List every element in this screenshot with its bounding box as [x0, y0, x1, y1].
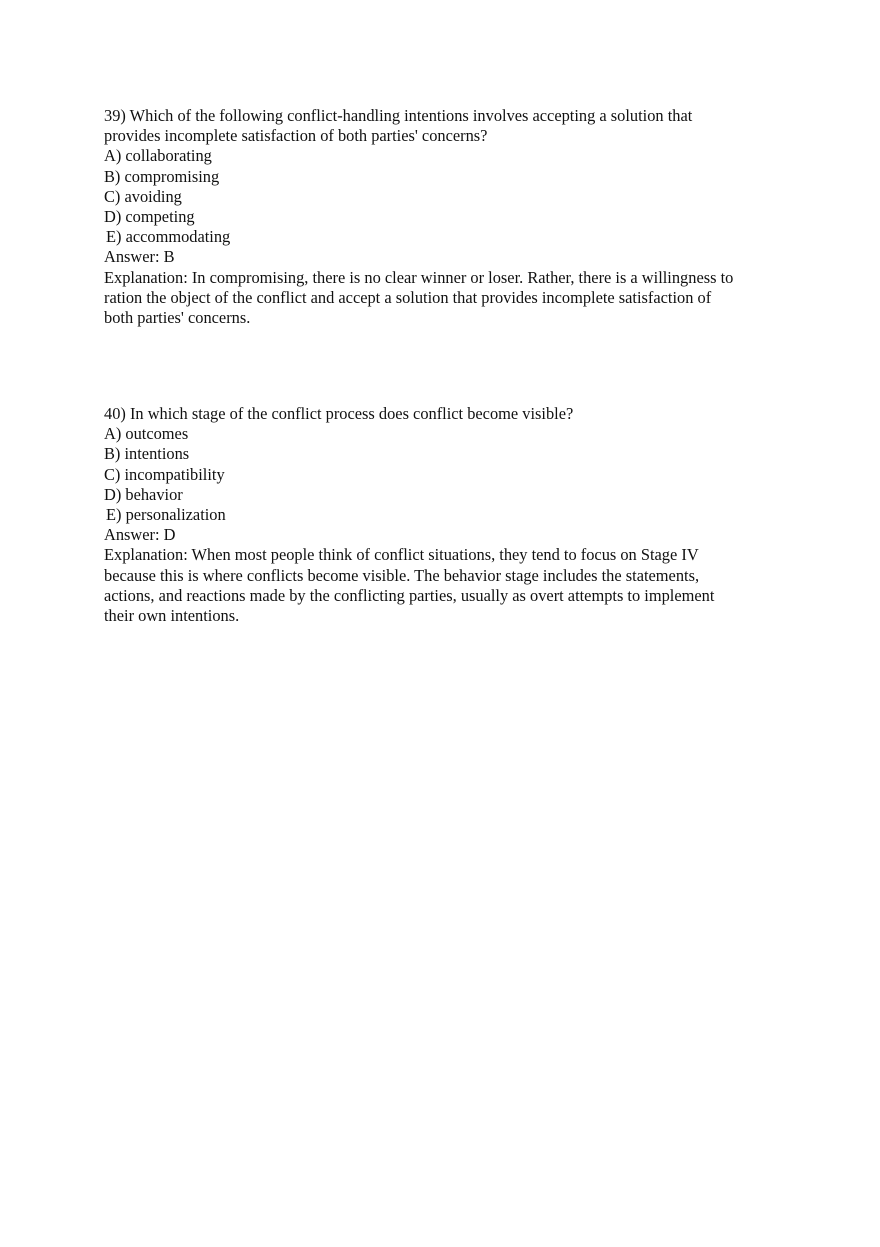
explanation-line: ration the object of the conflict and accept a solution that provides incomplete satisfaction of: [104, 287, 712, 307]
explanation-line: actions, and reactions made by the conflicting parties, usually as overt attempts to implement: [104, 585, 715, 605]
question-stem-line: 39) Which of the following conflict-handling intentions involves accepting a solution that: [104, 106, 693, 125]
answer-option-b: B) compromising: [104, 166, 220, 186]
answer-option-c: C) avoiding: [104, 186, 182, 206]
answer-option-a: A) collaborating: [104, 146, 212, 166]
answer-option-b: B) intentions: [104, 444, 190, 464]
answer-option-a: A) outcomes: [104, 424, 189, 444]
question-stem-line: 40) In which stage of the conflict process does conflict become visible?: [104, 404, 574, 423]
answer-option-e: E) accommodating: [106, 227, 231, 247]
question-stem-line: provides incomplete satisfaction of both parties' concerns?: [104, 126, 488, 146]
explanation-line: because this is where conflicts become visible. The behavior stage includes the statements,: [104, 565, 700, 585]
explanation-line: Explanation: When most people think of conflict situations, they tend to focus on Stage IV: [104, 545, 699, 565]
answer-key: Answer: B: [104, 247, 175, 267]
explanation-line: both parties' concerns.: [104, 308, 251, 328]
explanation-line: Explanation: In compromising, there is no clear winner or loser. Rather, there is a willingness to: [104, 267, 734, 287]
question-39: [104, 106, 784, 328]
question-40: [104, 404, 784, 626]
answer-option-d: D) competing: [104, 207, 195, 227]
answer-option-c: C) incompatibility: [104, 464, 225, 484]
explanation-line: their own intentions.: [104, 606, 240, 626]
answer-option-e: E) personalization: [106, 505, 226, 525]
answer-key: Answer: D: [104, 525, 176, 545]
answer-option-d: D) behavior: [104, 484, 183, 504]
